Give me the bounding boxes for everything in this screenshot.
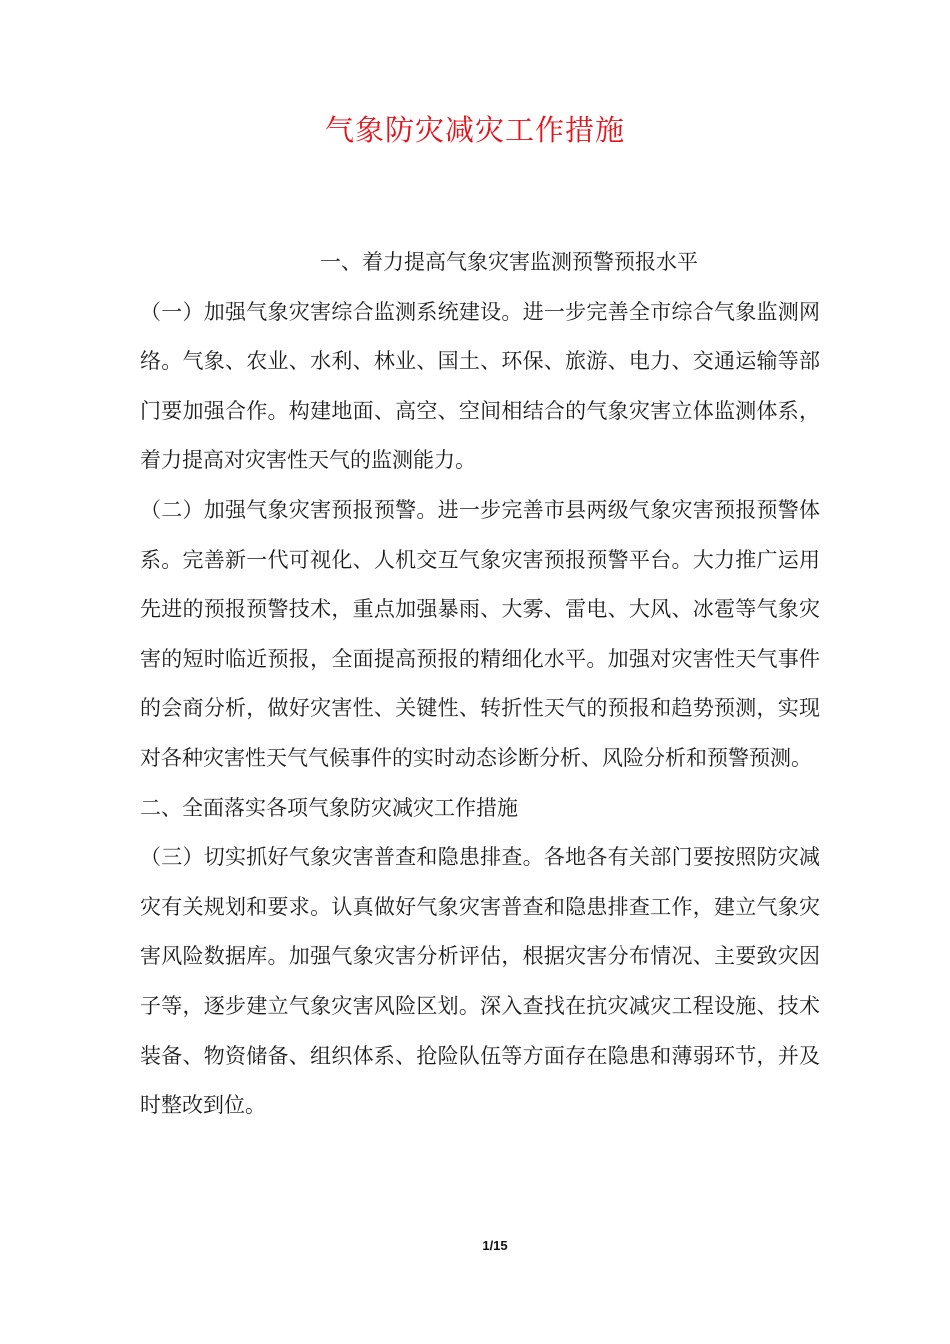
paragraph-2: （二）加强气象灾害预报预警。进一步完善市县两级气象灾害预报预警体系。完善新一代可视化、人机交互气象灾害预报预警平台。大力推广运用先进的预报预警技术，重点加强暴雨、大雾、雷电、大风、冰雹等气象灾害的短时临近预报，全面提高预报的精细化水平。加强对灾害性天气事件的会商分析，做好灾害性、关键性、转折性天气的预报和趋势预测，实现对各种灾害性天气气候事件的实时动态诊断分析、风险分析和预警预测。 [140,497,820,770]
paragraph-1: （一）加强气象灾害综合监测系统建设。进一步完善全市综合气象监测网络。气象、农业、水利、林业、国土、环保、旅游、电力、交通运输等部门要加强合作。构建地面、高空、空间相结合的气象灾害立体监测体系，着力提高对灾害性天气的监测能力。 [140,299,820,473]
section-heading-1: 一、着力提高气象灾害监测预警预报水平 [320,250,698,274]
section-heading-2: 二、全面落实各项气象防灾减灾工作措施 [140,795,518,820]
document-title: 气象防灾减灾工作措施 [324,113,625,147]
document-body [140,238,820,1131]
page-number: 1/15 [482,1238,508,1253]
paragraph-3: （三）切实抓好气象灾害普查和隐患排查。各地各有关部门要按照防灾减灾有关规划和要求。认真做好气象灾害普查和隐患排查工作，建立气象灾害风险数据库。加强气象灾害分析评估，根据灾害分布情况、主要致灾因子等，逐步建立气象灾害风险区划。深入查找在抗灾减灾工程设施、技术装备、物资储备、组织体系、抢险队伍等方面存在隐患和薄弱环节，并及时整改到位。 [140,845,820,1118]
